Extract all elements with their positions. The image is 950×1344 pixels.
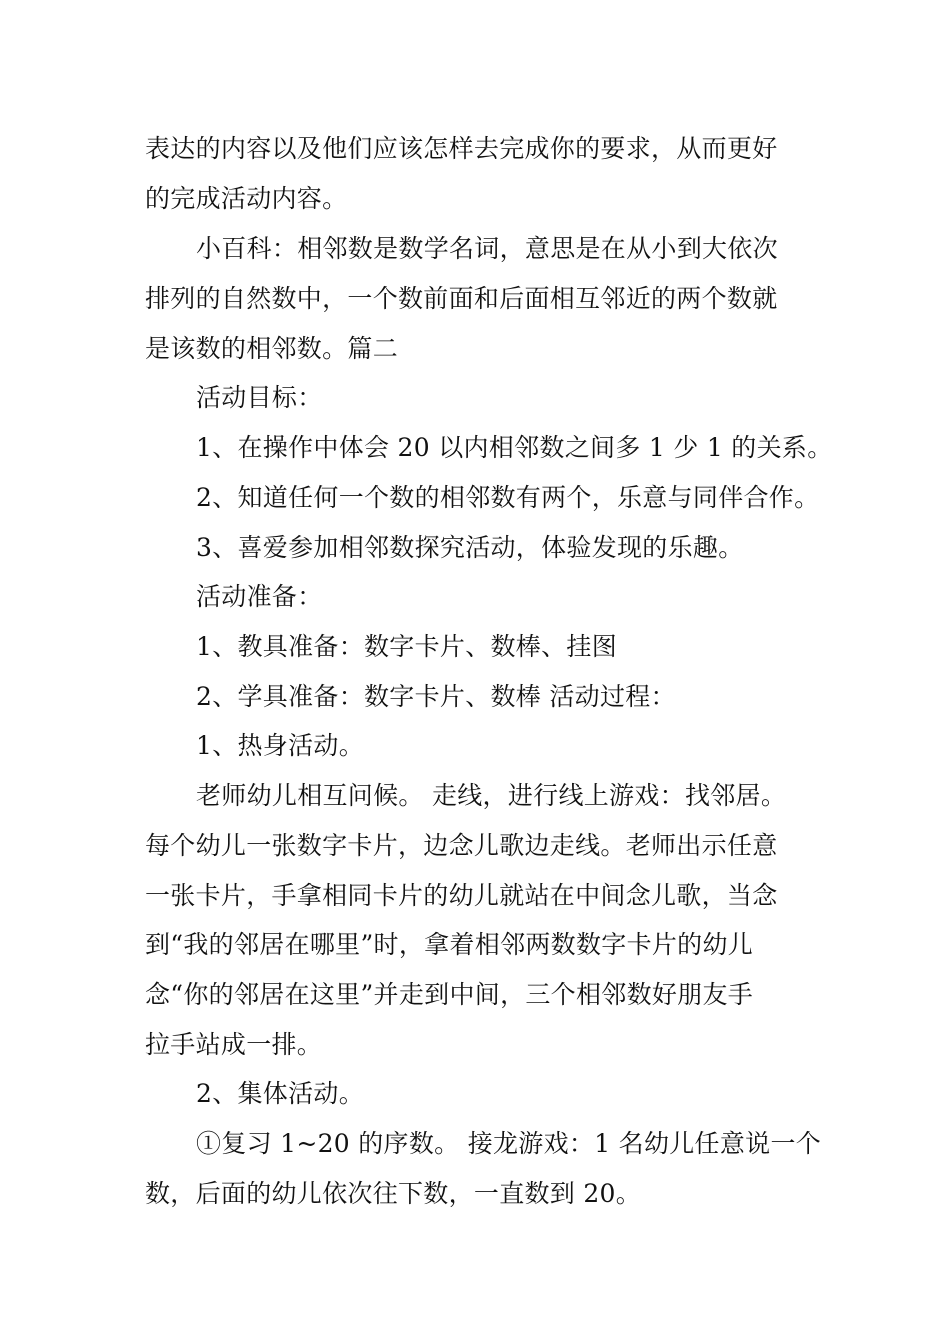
paragraph-line: 数，后面的幼儿依次往下数，一直数到 20。: [145, 1179, 642, 1208]
list-item: 2、集体活动。: [196, 1079, 365, 1108]
paragraph-line: 表达的内容以及他们应该怎样去完成你的要求，从而更好: [145, 134, 778, 163]
paragraph-line: 是该数的相邻数。篇二: [145, 334, 399, 363]
paragraph-line: 排列的自然数中，一个数前面和后面相互邻近的两个数就: [145, 284, 778, 313]
list-item: 2、学具准备：数字卡片、数棒 活动过程：: [196, 682, 676, 711]
paragraph-line: 到“我的邻居在哪里”时，拿着相邻两数数字卡片的幼儿: [145, 930, 754, 959]
section-heading: 活动准备：: [196, 582, 323, 611]
paragraph-line: 拉手站成一排。: [145, 1030, 323, 1059]
list-item: 1、热身活动。: [196, 731, 365, 760]
paragraph-line: 每个幼儿一张数字卡片，边念儿歌边走线。老师出示任意: [145, 831, 778, 860]
paragraph-line: 一张卡片，手拿相同卡片的幼儿就站在中间念儿歌，当念: [145, 881, 778, 910]
paragraph-line: ①复习 1~20 的序数。 接龙游戏：1 名幼儿任意说一个: [196, 1129, 822, 1158]
list-item: 2、知道任何一个数的相邻数有两个，乐意与同伴合作。: [196, 483, 820, 512]
paragraph-line: 念“你的邻居在这里”并走到中间，三个相邻数好朋友手: [145, 980, 754, 1009]
section-heading: 活动目标：: [196, 383, 323, 412]
list-item: 3、喜爱参加相邻数探究活动，体验发现的乐趣。: [196, 533, 744, 562]
list-item: 1、在操作中体会 20 以内相邻数之间多 1 少 1 的关系。: [196, 433, 833, 462]
paragraph-line: 小百科：相邻数是数学名词，意思是在从小到大依次: [196, 234, 778, 263]
list-item: 1、教具准备：数字卡片、数棒、挂图: [196, 632, 618, 661]
paragraph-line: 老师幼儿相互问候。 走线，进行线上游戏：找邻居。: [196, 781, 787, 810]
paragraph-line: 的完成活动内容。: [145, 184, 348, 213]
